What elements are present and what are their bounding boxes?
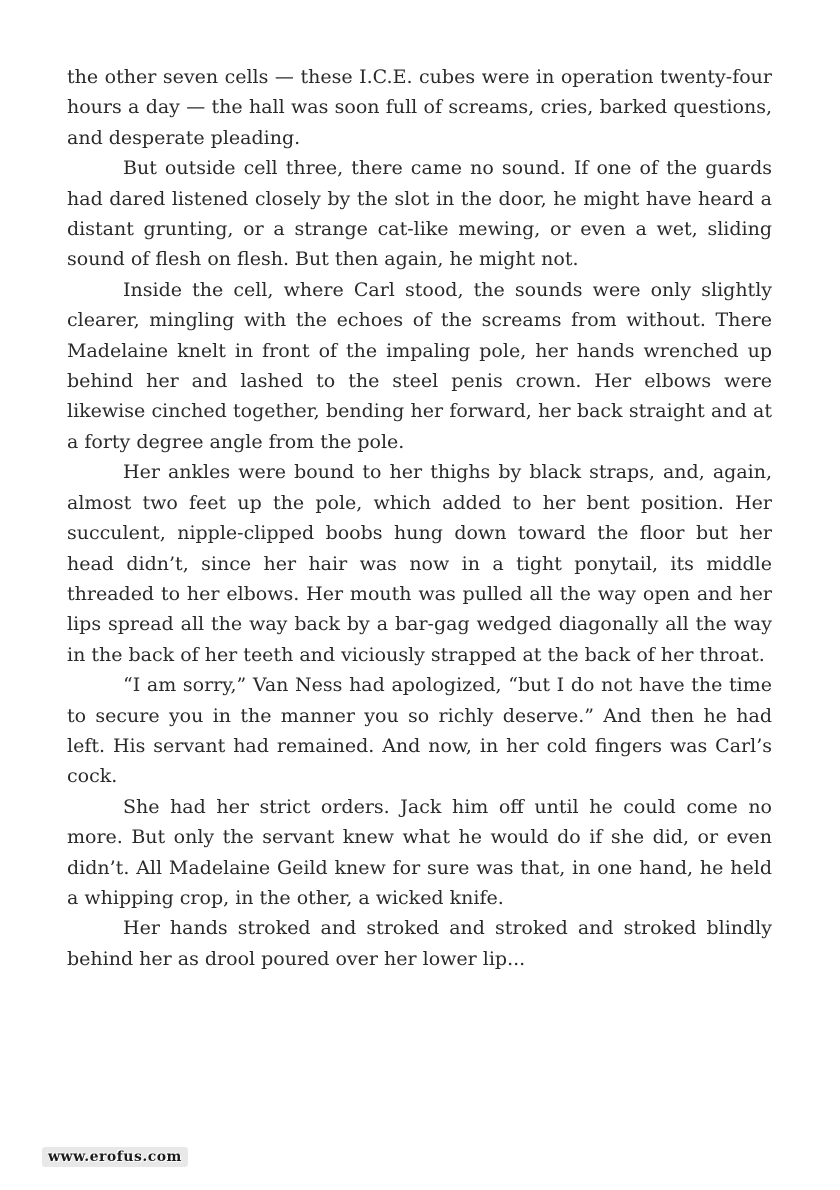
- paragraph-7: Her hands stroked and stroked and stroked and stroked blindly behind her as drool poured over her lower lip...: [67, 917, 772, 970]
- site-watermark: www.erofus.com: [42, 1147, 188, 1167]
- paragraph-1: the other seven cells — these I.C.E. cubes were in operation twenty-four hours a day — the hall was soon full of screams, cries, barked questions, and desperate pleading.: [67, 66, 772, 149]
- paragraph-3: Inside the cell, where Carl stood, the sounds were only slightly clearer, mingling with the echoes of the screams from without. There Madelaine knelt in front of the impaling pole, her hands wrenched up behind her and lashed to the steel penis crown. Her elbows were likewise cinched together, bending her forward, her back straight and at a forty degree angle from the pole.: [67, 278, 772, 453]
- paragraph-4: Her ankles were bound to her thighs by black straps, and, again, almost two feet up the pole, which added to her bent position. Her succulent, nipple-clipped boobs hung down toward the floor but her head didn’t, since her hair was now in a tight ponytail, its middle threaded to her elbows. Her mouth was pulled all the way open and her lips spread all the way back by a bar-gag wedged diagonally all the way in the back of her teeth and viciously strapped at the back of her throat.: [67, 461, 772, 666]
- paragraph-2: But outside cell three, there came no sound. If one of the guards had dared listened closely by the slot in the door, he might have heard a distant grunting, or a strange cat-like mewing, or even a wet, sliding sound of flesh on flesh. But then again, he might not.: [67, 157, 772, 271]
- paragraph-6: She had her strict orders. Jack him off until he could come no more. But only the servant knew what he would do if she did, or even didn’t. All Madelaine Geild knew for sure was that, in one hand, he held a whipping crop, in the other, a wicked knife.: [67, 795, 772, 909]
- paragraph-5: “I am sorry,” Van Ness had apologized, “but I do not have the time to secure you in the manner you so richly deserve.” And then he had left. His servant had remained. And now, in her cold fingers was Carl’s cock.: [67, 674, 772, 788]
- document-page: [67, 62, 772, 974]
